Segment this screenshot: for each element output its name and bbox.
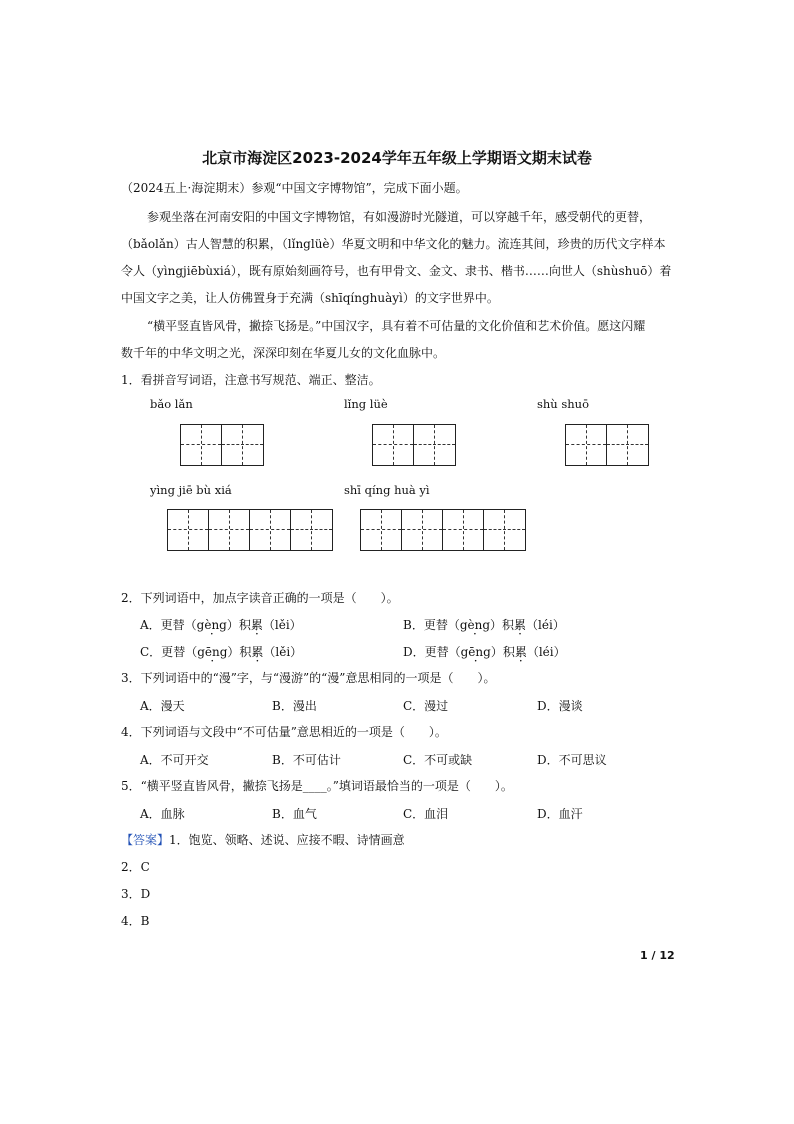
- writing-grid[interactable]: [565, 424, 649, 466]
- question-1-stem: 1．看拼音写词语，注意书写规范、端正、整洁。: [121, 373, 381, 387]
- passage-line: 令人（yìngjiēbùxiá），既有原始刻画符号，也有甲骨文、金文、隶书、楷书……向世人（shùshuō）着: [121, 264, 672, 278]
- option-d[interactable]: D．漫谈: [537, 699, 583, 713]
- passage-line: （bǎolǎn）古人智慧的积累，（lǐnglüè）华夏文明和中华文化的魅力。流连其间，珍贵的历代文字样本: [121, 237, 666, 251]
- option-a[interactable]: A．血脉: [140, 807, 185, 821]
- answer-line: 【答案】1．饱览、领略、述说、应接不暇、诗情画意: [121, 833, 405, 847]
- passage-line: 数千年的中华文明之光，深深印刻在华夏儿女的文化血脉中。: [121, 346, 446, 360]
- option-b[interactable]: B．不可估计: [272, 753, 341, 767]
- question-3-stem: 3．下列词语中的“漫”字，与“漫游”的“漫”意思相同的一项是（ ）。: [121, 671, 496, 685]
- intro-line: （2024五上·海淀期末）参观“中国文字博物馆”，完成下面小题。: [121, 181, 468, 195]
- option-b[interactable]: B．血气: [272, 807, 317, 821]
- option-b[interactable]: B．更替（gèng）积 ·累（léi）: [403, 616, 565, 633]
- pinyin-label: shù shuō: [537, 397, 590, 411]
- pinyin-label: yìng jiē bù xiá: [150, 483, 232, 497]
- page-number: 1 / 12: [640, 949, 675, 962]
- writing-grid[interactable]: [372, 424, 456, 466]
- option-a[interactable]: A．不可开交: [140, 753, 209, 767]
- option-a[interactable]: A．更替（gèng）积 ·累（lěi）: [140, 616, 302, 633]
- option-c[interactable]: C．不可或缺: [403, 753, 473, 767]
- page-title: 北京市海淀区2023-2024学年五年级上学期语文期末试卷: [202, 149, 592, 167]
- writing-grid[interactable]: [180, 424, 264, 466]
- question-4-stem: 4．下列词语与文段中“不可估量”意思相近的一项是（ ）。: [121, 725, 447, 739]
- option-d[interactable]: D．不可思议: [537, 753, 607, 767]
- writing-grid[interactable]: [167, 509, 333, 551]
- pinyin-label: shī qíng huà yì: [344, 483, 430, 497]
- option-d[interactable]: D．血汗: [537, 807, 583, 821]
- answer-line: 4．B: [121, 914, 150, 928]
- pinyin-label: bǎo lǎn: [150, 397, 193, 411]
- passage-line: 中国文字之美，让人仿佛置身于充满（shīqínghuàyì）的文字世界中。: [121, 291, 499, 305]
- question-5-stem: 5．“横平竖直皆风骨，撇捺飞扬是____。”填词语最恰当的一项是（ ）。: [121, 779, 513, 793]
- writing-grid[interactable]: [360, 509, 526, 551]
- pinyin-label: lǐng lüè: [344, 397, 388, 411]
- option-c[interactable]: C．血泪: [403, 807, 449, 821]
- passage-line: 参观坐落在河南安阳的中国文字博物馆，有如漫游时光隧道，可以穿越千年，感受朝代的更替，: [147, 210, 652, 224]
- answer-line: 3．D: [121, 887, 151, 901]
- answer-tag: 【答案】: [121, 833, 170, 847]
- option-a[interactable]: A．漫天: [140, 699, 185, 713]
- passage-line: “横平竖直皆风骨，撇捺飞扬是。”中国汉字，具有着不可估量的文化价值和艺术价值。愿这闪耀: [147, 319, 646, 333]
- answer-line: 2．C: [121, 860, 150, 874]
- option-c[interactable]: C．漫过: [403, 699, 449, 713]
- option-b[interactable]: B．漫出: [272, 699, 317, 713]
- question-2-stem: 2．下列词语中，加点字读音正确的一项是（ ）。: [121, 591, 399, 605]
- option-c[interactable]: C．更替（gēng）积 ·累（lěi）: [140, 643, 302, 660]
- option-d[interactable]: D．更替（gēng）积 ·累（léi）: [403, 643, 566, 660]
